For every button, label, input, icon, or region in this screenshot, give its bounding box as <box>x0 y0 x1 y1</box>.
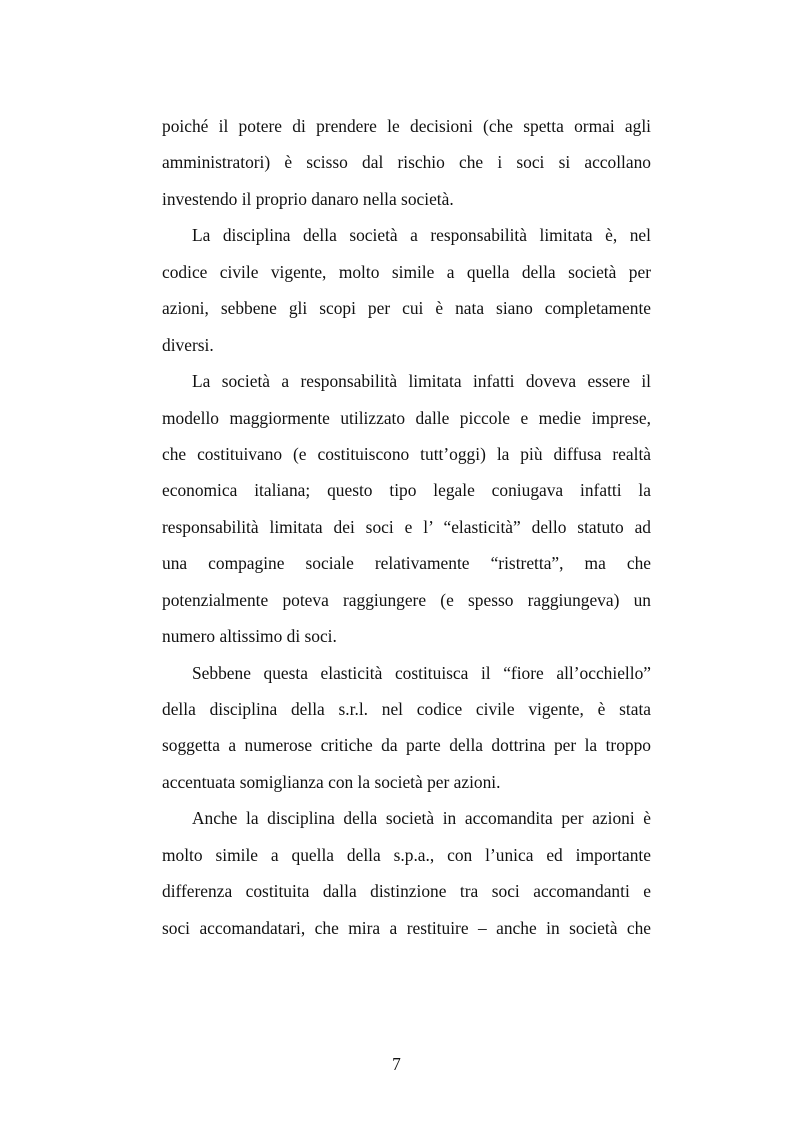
text-line: della disciplina della s.r.l. nel codice civile vigente, è stata <box>162 699 651 719</box>
text-line: Anche la disciplina della società in accomandita per azioni è <box>192 808 651 829</box>
text-line: codice civile vigente, molto simile a quella della società per <box>162 261 651 282</box>
text-line: che costituivano (e costituiscono tutt’oggi) la più diffusa realtà <box>162 443 651 464</box>
text-line: differenza costituita dalla distinzione tra soci accomandanti e <box>162 881 651 902</box>
text-line: numero altissimo di soci. <box>162 626 337 647</box>
text-line: accentuata somiglianza con la società per azioni. <box>162 771 501 792</box>
text-line: modello maggiormente utilizzato dalle piccole e medie imprese, <box>162 407 651 428</box>
text-line: responsabilità limitata dei soci e l’ “elasticità” dello statuto ad <box>162 516 651 537</box>
text-line: poiché il potere di prendere le decisioni (che spetta ormai agli <box>162 116 651 136</box>
text-line: soggetta a numerose critiche da parte della dottrina per la troppo <box>162 735 651 756</box>
text-line: economica italiana; questo tipo legale coniugava infatti la <box>162 480 651 501</box>
text-line: investendo il proprio danaro nella società. <box>162 188 454 209</box>
text-line: amministratori) è scisso dal rischio che i soci si accollano <box>162 152 651 173</box>
text-line: La società a responsabilità limitata infatti doveva essere il <box>192 371 651 392</box>
page-number: 7 <box>392 1054 401 1074</box>
body-text <box>162 108 651 946</box>
text-line: La disciplina della società a responsabilità limitata è, nel <box>192 225 651 246</box>
text-line: Sebbene questa elasticità costituisca il “fiore all’occhiello” <box>192 662 651 683</box>
text-line: molto simile a quella della s.p.a., con l’unica ed importante <box>162 844 651 865</box>
text-line: una compagine sociale relativamente “ristretta”, ma che <box>162 553 651 574</box>
text-line: diversi. <box>162 334 214 355</box>
text-line: azioni, sebbene gli scopi per cui è nata siano completamente <box>162 298 651 319</box>
text-line: potenzialmente poteva raggiungere (e spesso raggiungeva) un <box>162 589 651 610</box>
text-line: soci accomandatari, che mira a restituire – anche in società che <box>162 917 651 938</box>
